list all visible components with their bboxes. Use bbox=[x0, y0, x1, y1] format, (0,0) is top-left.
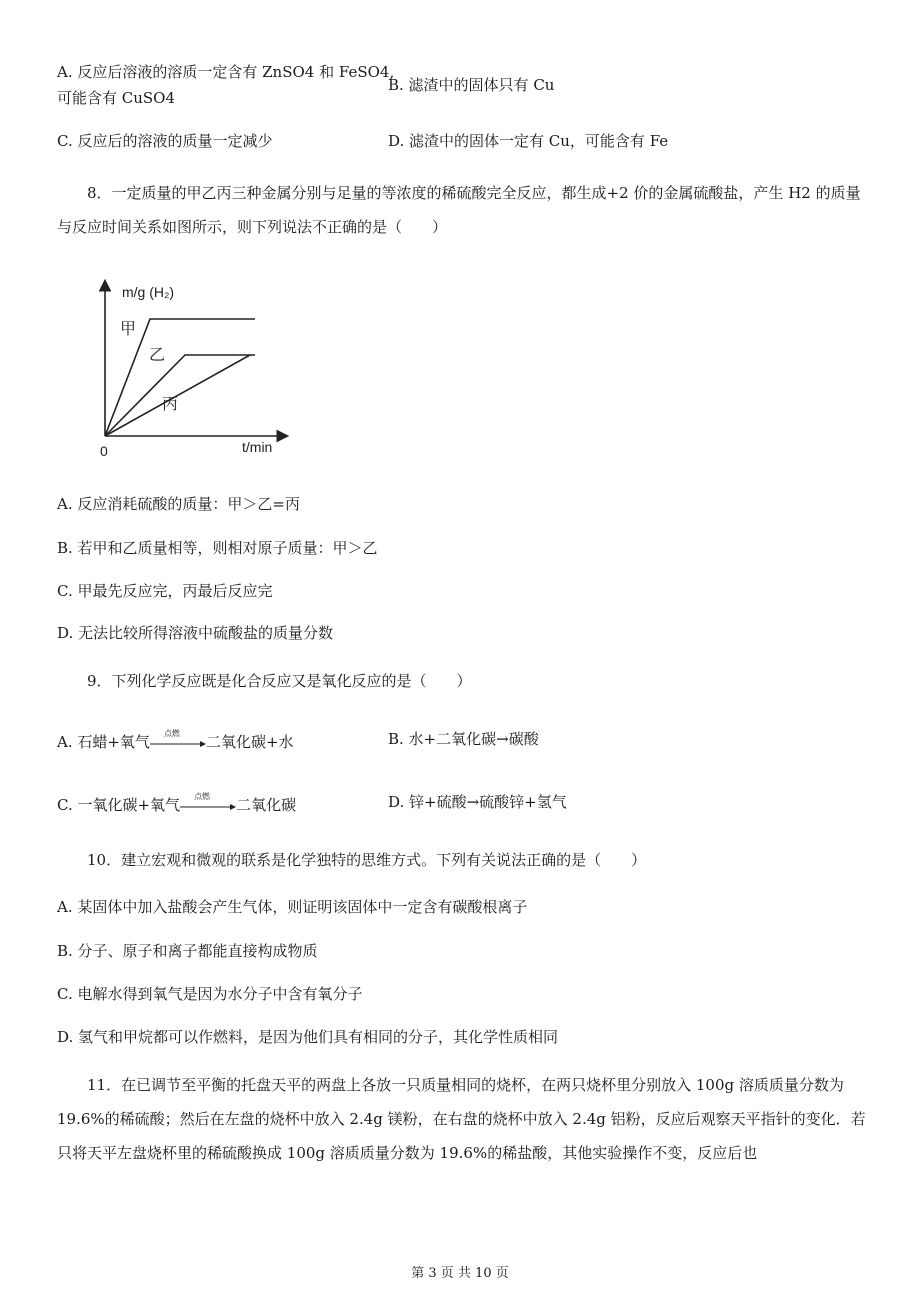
q8-option-b: B. 若甲和乙质量相等，则相对原子质量：甲＞乙 bbox=[57, 539, 378, 557]
reaction-arrow-icon bbox=[180, 792, 236, 816]
q9-option-c-products: 二氧化碳 bbox=[236, 796, 297, 814]
q10-number: 10． bbox=[87, 851, 122, 869]
q8-option-d: D. 无法比较所得溶液中硫酸盐的质量分数 bbox=[57, 624, 334, 642]
series-label-yi: 乙 bbox=[149, 345, 166, 364]
reaction-condition: 点燃 bbox=[194, 792, 211, 801]
origin-label: 0 bbox=[100, 443, 108, 459]
q8-number: 8． bbox=[87, 184, 112, 202]
q11-stem-text: 在已调节至平衡的托盘天平的两盘上各放一只质量相同的烧杯，在两只烧杯里分别放入 100g 溶质质量分数为 19.6%的稀硫酸；然后在左盘的烧杯中放入 2.4g 镁粉，在右盘的烧杯中放入 2.4g 铝粉，反应后观察天平指针的变化．若只将天平左盘烧杯里的稀硫酸换成 100g 溶质质量分数为 19.6%的稀盐酸，其他实验操作不变，反应后也 bbox=[57, 1076, 866, 1162]
q9-option-a bbox=[57, 729, 294, 753]
q10-option-d: D. 氢气和甲烷都可以作燃料，是因为他们具有相同的分子，其化学性质相同 bbox=[57, 1028, 559, 1046]
series-label-bing: 丙 bbox=[162, 394, 179, 413]
q7-option-a-line1: A. 反应后溶液的溶质一定含有 ZnSO4 和 FeSO4, bbox=[57, 63, 395, 81]
q9-option-a-reactants: A. 石蜡+氧气 bbox=[57, 733, 150, 751]
page-footer: 第 3 页 共 10 页 bbox=[411, 1266, 509, 1281]
q9-option-c-reactants: C. 一氧化碳+氧气 bbox=[57, 796, 181, 814]
q11-number: 11． bbox=[87, 1076, 122, 1094]
x-axis-label: t/min bbox=[242, 439, 273, 455]
y-axis-label: m/g (H₂) bbox=[122, 284, 175, 300]
q10-option-b: B. 分子、原子和离子都能直接构成物质 bbox=[57, 942, 318, 960]
q7-option-c: C. 反应后的溶液的质量一定减少 bbox=[57, 132, 273, 150]
q9-option-c bbox=[57, 792, 297, 816]
q8-option-a: A. 反应消耗硫酸的质量：甲＞乙=丙 bbox=[57, 495, 300, 513]
q9-option-b: B. 水+二氧化碳→碳酸 bbox=[388, 730, 539, 748]
q10-stem bbox=[87, 850, 646, 870]
q11-stem bbox=[57, 1068, 867, 1170]
q7-option-d: D. 滤渣中的固体一定有 Cu，可能含有 Fe bbox=[388, 132, 669, 150]
q9-stem-text: 下列化学反应既是化合反应又是氧化反应的是（ ） bbox=[111, 672, 472, 690]
q9-option-d: D. 锌+硫酸→硫酸锌+氢气 bbox=[388, 793, 567, 811]
q8-option-c: C. 甲最先反应完，丙最后反应完 bbox=[57, 582, 273, 600]
series-label-jia: 甲 bbox=[120, 319, 137, 338]
q9-option-a-products: 二氧化碳+水 bbox=[205, 733, 294, 751]
q8-stem bbox=[57, 176, 867, 244]
q8-h2-time-chart bbox=[88, 270, 328, 470]
q10-stem-text: 建立宏观和微观的联系是化学独特的思维方式。下列有关说法正确的是（ ） bbox=[121, 851, 647, 869]
q7-option-b: B. 滤渣中的固体只有 Cu bbox=[388, 76, 555, 94]
q9-stem bbox=[87, 671, 472, 691]
q10-option-a: A. 某固体中加入盐酸会产生气体，则证明该固体中一定含有碳酸根离子 bbox=[57, 898, 528, 916]
q9-number: 9． bbox=[87, 672, 112, 690]
reaction-arrow-icon bbox=[150, 729, 206, 753]
q7-option-a-line2: 可能含有 CuSO4 bbox=[57, 89, 176, 107]
q8-stem-text: 一定质量的甲乙丙三种金属分别与足量的等浓度的稀硫酸完全反应，都生成+2 价的金属硫酸盐，产生 H2 的质量与反应时间关系如图所示，则下列说法不正确的是（ ） bbox=[57, 184, 861, 236]
reaction-condition: 点燃 bbox=[163, 729, 180, 738]
q10-option-c: C. 电解水得到氧气是因为水分子中含有氧分子 bbox=[57, 985, 363, 1003]
